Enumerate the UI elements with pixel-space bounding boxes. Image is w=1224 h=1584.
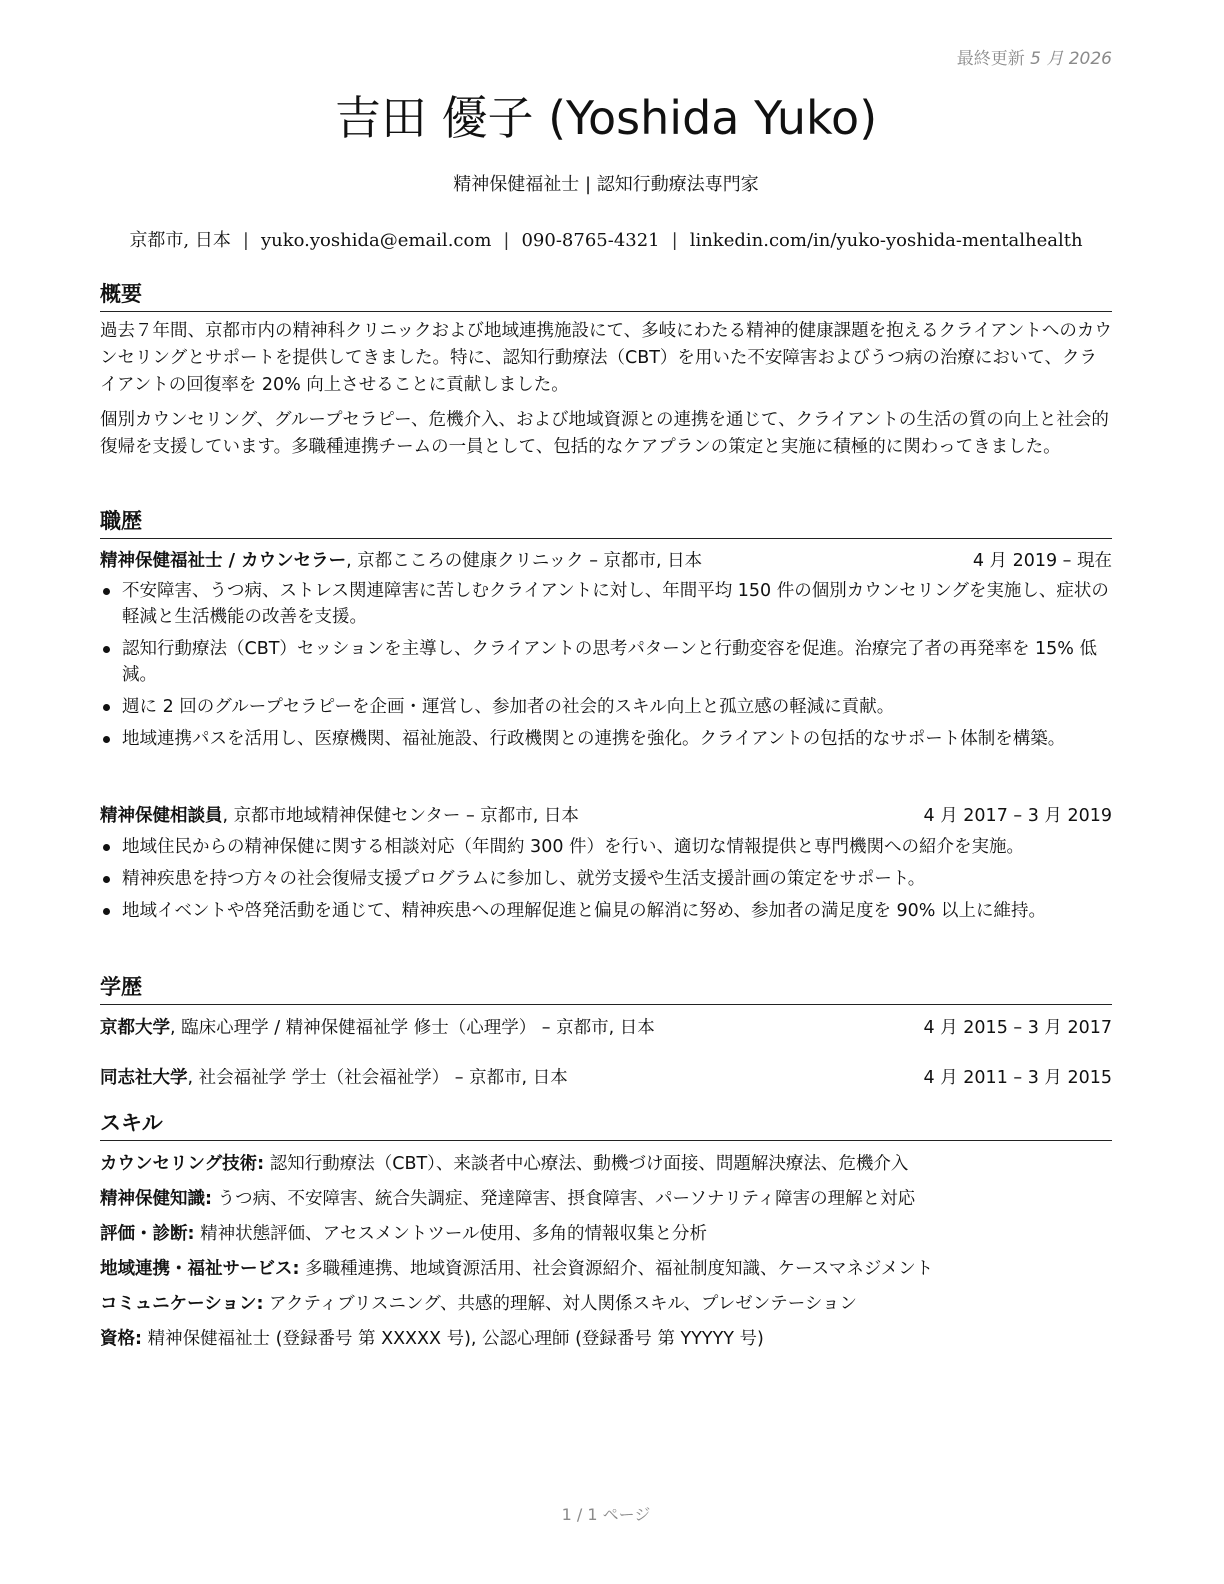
contact-line xyxy=(100,226,1112,252)
section-title-experience: 職歴 xyxy=(100,505,1112,539)
contact-email[interactable]: yuko.yoshida@email.com xyxy=(260,230,492,251)
summary-paragraph: 個別カウンセリング、グループセラピー、危機介入、および地域資源との連携を通じて、クライアントの生活の質の向上と社会的復帰を支援しています。多職種連携チームの一員として、包括的なケアプランの策定と実施に積極的に関わってきました。 xyxy=(100,410,1109,457)
job-bullet: 認知行動療法（CBT）セッションを主導し、クライアントの思考パターンと行動変容を促進。治療完了者の再発率を 15% 低減。 xyxy=(100,636,1112,688)
skill-value: 精神状態評価、アセスメントツール使用、多角的情報収集と分析 xyxy=(194,1224,708,1244)
job-bullet: 地域住民からの精神保健に関する相談対応（年間約 300 件）を行い、適切な情報提供と専門機関への紹介を実施。 xyxy=(100,834,1112,860)
job-title: 精神保健相談員 xyxy=(100,806,223,826)
job-date: 4 月 2019 – 現在 xyxy=(972,551,1112,571)
skill-row xyxy=(100,1182,1112,1217)
education-item xyxy=(100,1015,1112,1041)
skill-row xyxy=(100,1322,1112,1357)
education-detail: , 社会福祉学 学士（社会福祉学） – 京都市, 日本 xyxy=(187,1068,568,1088)
skill-row xyxy=(100,1217,1112,1252)
resume-page xyxy=(100,0,1112,1584)
job-bullets xyxy=(100,578,1112,758)
section-title-skills: スキル xyxy=(100,1107,1112,1141)
section-title-summary: 概要 xyxy=(100,278,1112,312)
job-bullet: 精神疾患を持つ方々の社会復帰支援プログラムに参加し、就労支援や生活支援計画の策定をサポート。 xyxy=(100,866,1112,892)
education-item xyxy=(100,1065,1112,1091)
education-school: 同志社大学 xyxy=(100,1068,188,1088)
job-header xyxy=(100,803,1112,829)
candidate-name: 吉田 優子 (Yoshida Yuko) xyxy=(334,91,878,145)
skill-value: うつ病、不安障害、統合失調症、発達障害、摂食障害、パーソナリティ障害の理解と対応 xyxy=(212,1189,916,1209)
skill-label: 地域連携・福祉サービス: xyxy=(100,1259,300,1279)
job-org: , 京都市地域精神保健センター – 京都市, 日本 xyxy=(222,806,579,826)
skills-list xyxy=(100,1147,1112,1357)
page-number: 1 / 1 ページ xyxy=(561,1505,651,1524)
skill-value: 多職種連携、地域資源活用、社会資源紹介、福祉制度知識、ケースマネジメント xyxy=(299,1259,934,1279)
job-bullets xyxy=(100,834,1112,930)
contact-separator: | xyxy=(671,230,678,251)
job-bullet: 地域連携パスを活用し、医療機関、福祉施設、行政機関との連携を強化。クライアントの包括的なサポート体制を構築。 xyxy=(100,726,1112,752)
job-bullet: 週に 2 回のグループセラピーを企画・運営し、参加者の社会的スキル向上と孤立感の軽減に貢献。 xyxy=(100,694,1112,720)
skill-label: コミュニケーション: xyxy=(100,1294,264,1314)
section-title-education: 学歴 xyxy=(100,971,1112,1005)
contact-separator: | xyxy=(242,230,249,251)
last-updated-date: 5 月 2026 xyxy=(1030,49,1112,69)
last-updated-label: 最終更新 xyxy=(956,49,1025,69)
education-detail: , 臨床心理学 / 精神保健福祉学 修士（心理学） – 京都市, 日本 xyxy=(170,1018,655,1038)
skill-label: カウンセリング技術: xyxy=(100,1154,265,1174)
last-updated xyxy=(957,44,1112,69)
skill-row xyxy=(100,1252,1112,1287)
job-date: 4 月 2017 – 3 月 2019 xyxy=(923,806,1112,826)
job-title: 精神保健福祉士 / カウンセラー xyxy=(100,551,347,571)
skill-row xyxy=(100,1147,1112,1182)
skill-label: 評価・診断: xyxy=(100,1224,195,1244)
skill-label: 精神保健知識: xyxy=(100,1189,212,1209)
job-bullet: 地域イベントや啓発活動を通じて、精神疾患への理解促進と偏見の解消に努め、参加者の満足度を 90% 以上に維持。 xyxy=(100,898,1112,924)
skill-row xyxy=(100,1287,1112,1322)
contact-separator: | xyxy=(503,230,510,251)
job-header xyxy=(100,548,1112,574)
skill-value: 精神保健福祉士 (登録番号 第 XXXXX 号), 公認心理師 (登録番号 第 YYYYY 号) xyxy=(142,1329,764,1349)
job-org: , 京都こころの健康クリニック – 京都市, 日本 xyxy=(346,551,703,571)
candidate-headline: 精神保健福祉士 | 認知行動療法専門家 xyxy=(453,174,759,195)
contact-location: 京都市, 日本 xyxy=(129,230,231,251)
job-bullet: 不安障害、うつ病、ストレス関連障害に苦しむクライアントに対し、年間平均 150 件の個別カウンセリングを実施し、症状の軽減と生活機能の改善を支援。 xyxy=(100,578,1112,630)
education-date: 4 月 2015 – 3 月 2017 xyxy=(923,1018,1112,1038)
skill-value: 認知行動療法（CBT）、来談者中心療法、動機づけ面接、問題解決療法、危機介入 xyxy=(264,1154,909,1174)
contact-linkedin[interactable]: linkedin.com/in/yuko-yoshida-mentalhealth xyxy=(689,230,1083,251)
education-school: 京都大学 xyxy=(100,1018,170,1038)
contact-phone[interactable]: 090-8765-4321 xyxy=(521,230,660,251)
summary-paragraph: 過去７年間、京都市内の精神科クリニックおよび地域連携施設にて、多岐にわたる精神的健康課題を抱えるクライアントへのカウンセリングとサポートを提供してきました。特に、認知行動療法（CBT）を用いた不安障害およびうつ病の治療において、クライアントの回復率を 20% 向上させることに貢献しました。 xyxy=(100,321,1112,395)
skill-value: アクティブリスニング、共感的理解、対人関係スキル、プレゼンテーション xyxy=(263,1294,858,1314)
education-date: 4 月 2011 – 3 月 2015 xyxy=(923,1068,1112,1088)
skill-label: 資格: xyxy=(100,1329,142,1349)
